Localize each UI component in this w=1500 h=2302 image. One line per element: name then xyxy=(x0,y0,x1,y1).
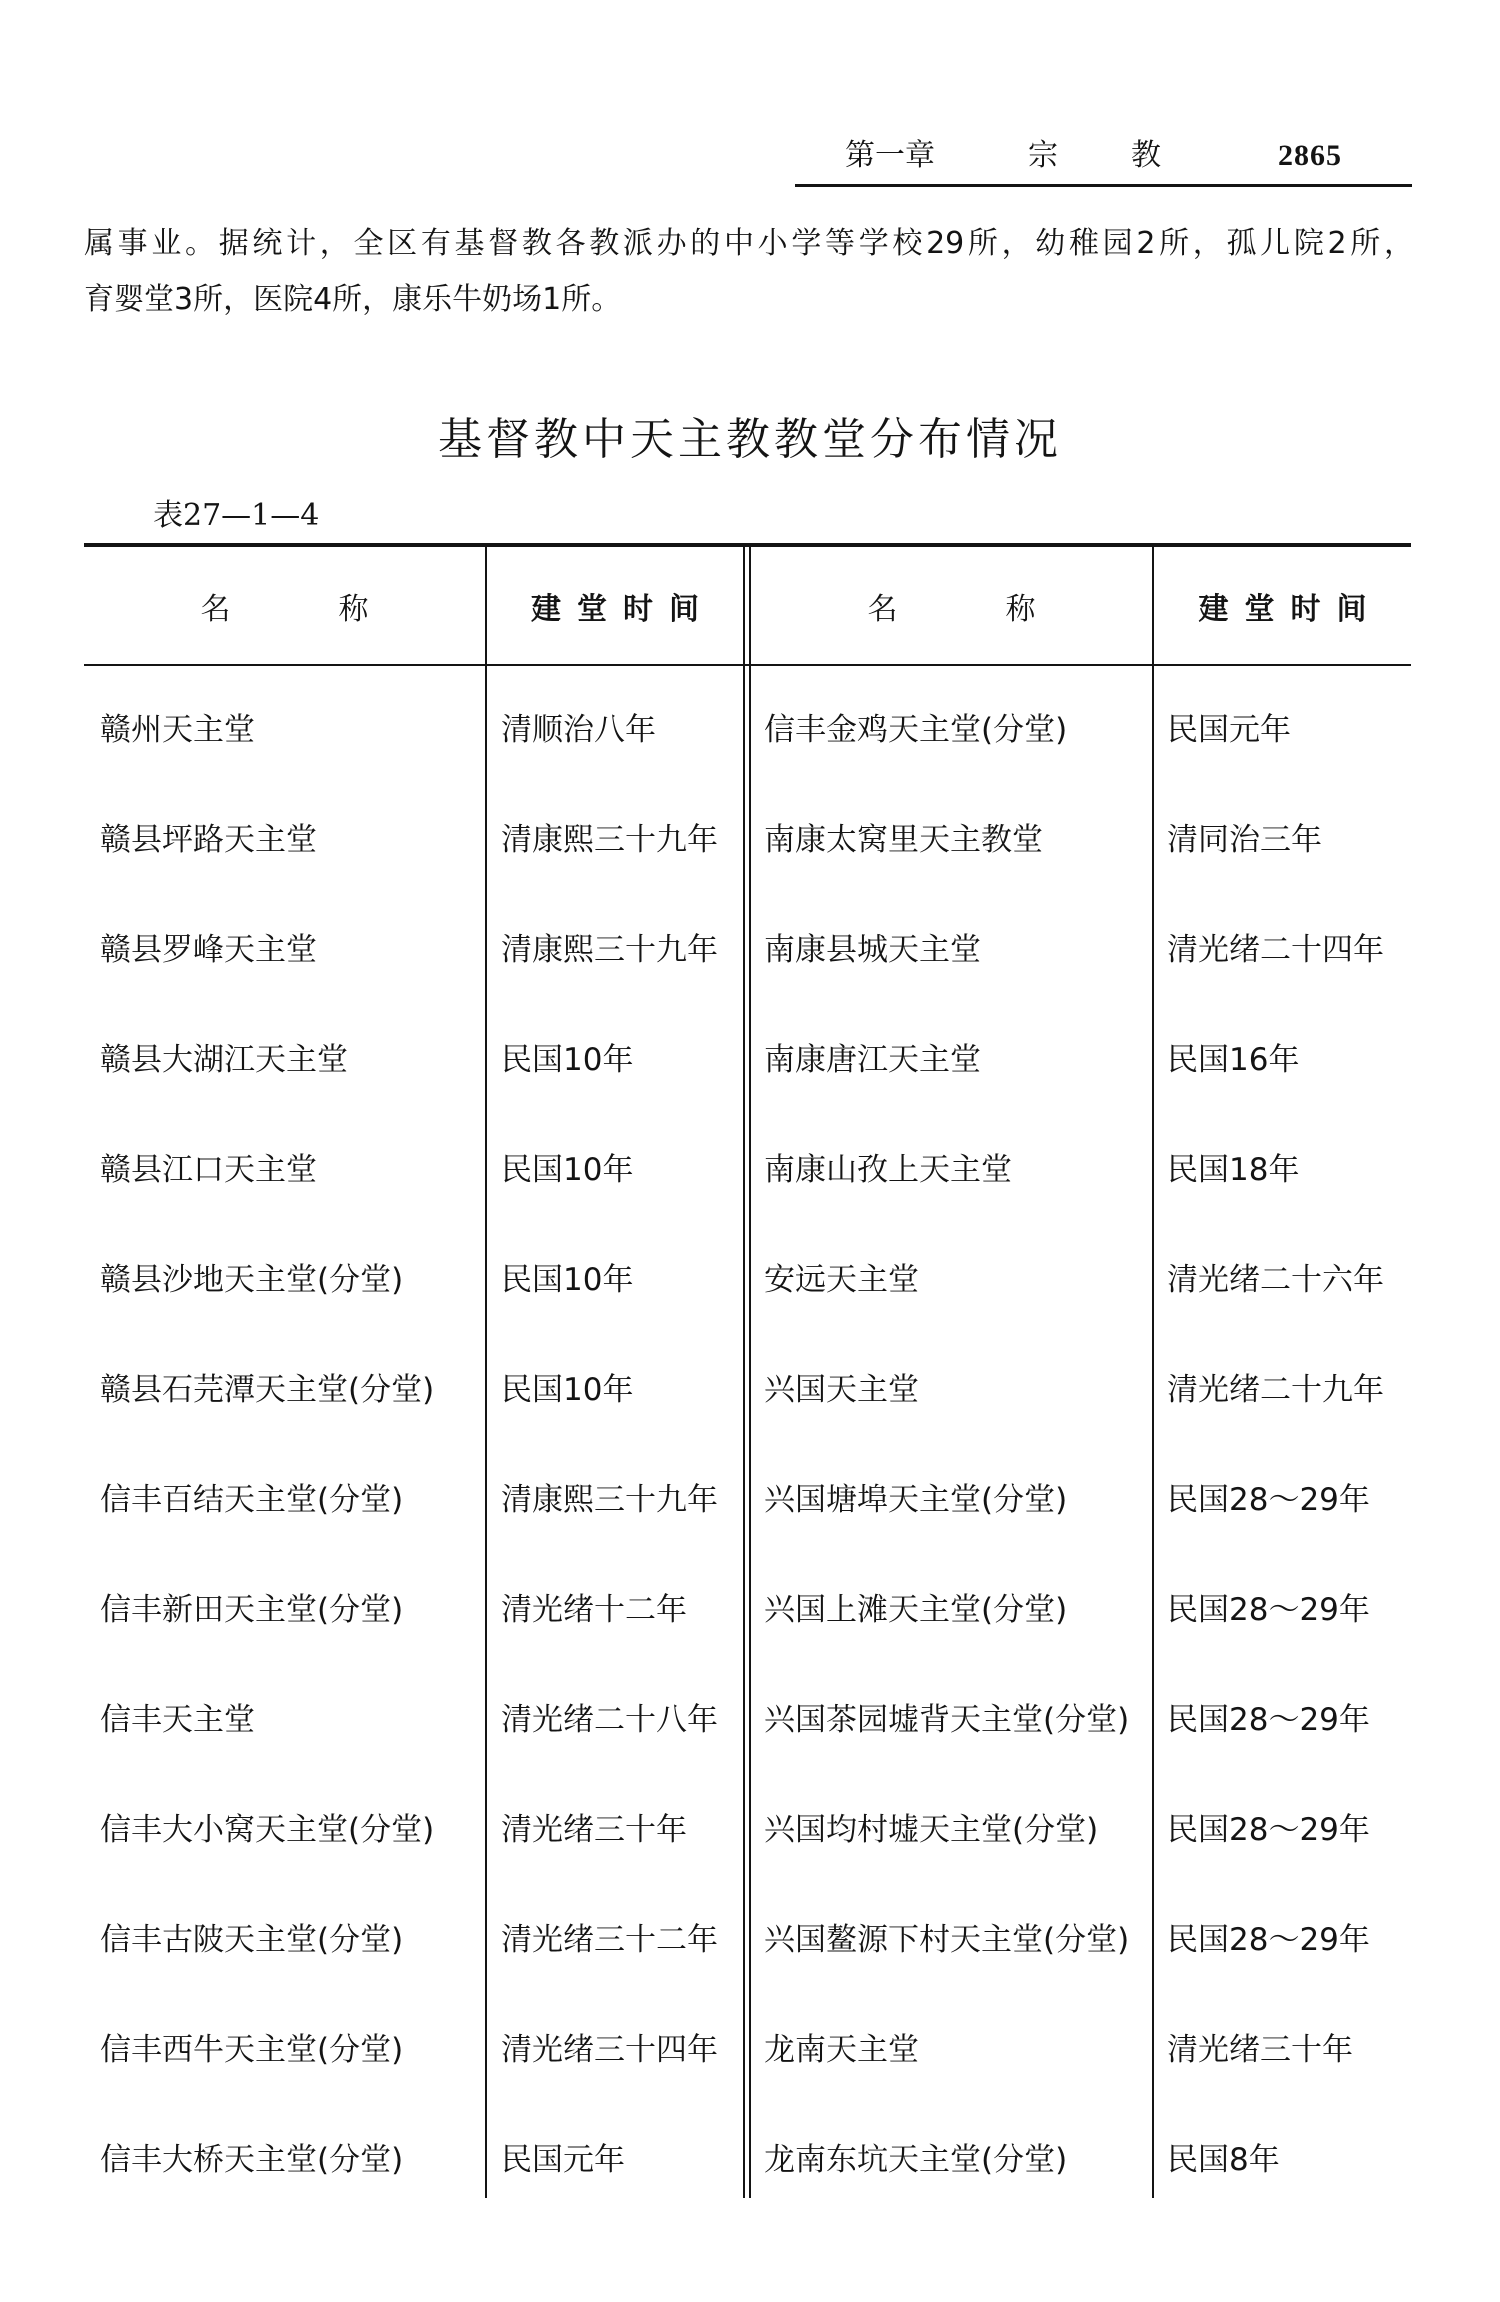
build-time-right: 民国18年 xyxy=(1167,1152,1300,1188)
church-name-left: 信丰大桥天主堂(分堂) xyxy=(100,2142,404,2178)
church-name-right: 龙南天主堂 xyxy=(764,2032,919,2068)
church-name-right: 南康县城天主堂 xyxy=(764,932,981,968)
table-row xyxy=(84,1805,1411,1915)
table-row xyxy=(84,1585,1411,1695)
church-name-left: 信丰西牛天主堂(分堂) xyxy=(100,2032,404,2068)
table-body xyxy=(84,666,1411,2245)
build-time-right: 民国8年 xyxy=(1167,2142,1280,2178)
table-row xyxy=(84,925,1411,1035)
build-time-left: 清康熙三十九年 xyxy=(501,1482,718,1518)
build-time-right: 民国16年 xyxy=(1167,1042,1300,1078)
church-name-right: 南康太窝里天主教堂 xyxy=(764,822,1043,858)
build-time-left: 清光绪三十四年 xyxy=(501,2032,718,2068)
church-name-right: 兴国茶园墟背天主堂(分堂) xyxy=(764,1702,1130,1738)
table-title: 基督教中天主教教堂分布情况 xyxy=(438,414,1062,465)
church-name-right: 兴国鳌源下村天主堂(分堂) xyxy=(764,1922,1130,1958)
table-number: 表27—1—4 xyxy=(153,498,320,533)
build-time-left: 民国10年 xyxy=(501,1262,634,1298)
build-time-left: 民国10年 xyxy=(501,1372,634,1408)
table-row xyxy=(84,1695,1411,1805)
table-row xyxy=(84,1915,1411,2025)
church-name-left: 赣县大湖江天主堂 xyxy=(100,1042,348,1078)
table-row xyxy=(84,2025,1411,2135)
section-label-part-1: 宗 xyxy=(1028,138,1058,173)
table-row xyxy=(84,705,1411,815)
intro-line-2: 育婴堂3所，医院4所，康乐牛奶场1所。 xyxy=(84,282,622,317)
intro-paragraph xyxy=(84,216,1414,328)
build-time-left: 民国10年 xyxy=(501,1042,634,1078)
table-row xyxy=(84,1365,1411,1475)
header-name-left: 名称 xyxy=(200,591,477,627)
build-time-left: 清光绪三十年 xyxy=(501,1812,687,1848)
page-number: 2865 xyxy=(1278,139,1342,172)
table-row xyxy=(84,815,1411,925)
church-name-right: 南康唐江天主堂 xyxy=(764,1042,981,1078)
running-header xyxy=(795,136,1412,187)
table-header-row xyxy=(84,547,1411,664)
table-row xyxy=(84,2135,1411,2245)
build-time-left: 清康熙三十九年 xyxy=(501,932,718,968)
intro-line-1: 属事业。据统计，全区有基督教各教派办的中小学等学校29所，幼稚园2所，孤儿院2所， xyxy=(84,226,1414,261)
build-time-left: 清光绪二十八年 xyxy=(501,1702,718,1738)
build-time-right: 民国28～29年 xyxy=(1167,1702,1370,1738)
build-time-right: 清光绪二十九年 xyxy=(1167,1372,1384,1408)
table-row xyxy=(84,1145,1411,1255)
build-time-left: 清顺治八年 xyxy=(501,712,656,748)
church-name-left: 信丰古陂天主堂(分堂) xyxy=(100,1922,404,1958)
church-name-right: 信丰金鸡天主堂(分堂) xyxy=(764,712,1068,748)
church-name-left: 赣县坪路天主堂 xyxy=(100,822,317,858)
church-name-left: 赣县罗峰天主堂 xyxy=(100,932,317,968)
build-time-right: 清同治三年 xyxy=(1167,822,1322,858)
build-time-right: 民国28～29年 xyxy=(1167,1482,1370,1518)
build-time-right: 民国元年 xyxy=(1167,712,1291,748)
church-name-left: 赣州天主堂 xyxy=(100,712,255,748)
table-row xyxy=(84,1475,1411,1585)
build-time-left: 清光绪三十二年 xyxy=(501,1922,718,1958)
header-time-left: 建堂时间 xyxy=(531,591,715,627)
build-time-right: 清光绪三十年 xyxy=(1167,2032,1353,2068)
table-row xyxy=(84,1255,1411,1365)
build-time-right: 民国28～29年 xyxy=(1167,1592,1370,1628)
church-name-right: 兴国天主堂 xyxy=(764,1372,919,1408)
church-name-right: 龙南东坑天主堂(分堂) xyxy=(764,2142,1068,2178)
build-time-left: 清光绪十二年 xyxy=(501,1592,687,1628)
church-name-left: 赣县江口天主堂 xyxy=(100,1152,317,1188)
build-time-left: 民国10年 xyxy=(501,1152,634,1188)
church-name-left: 信丰天主堂 xyxy=(100,1702,255,1738)
church-name-right: 南康山孜上天主堂 xyxy=(764,1152,1012,1188)
church-name-left: 信丰百结天主堂(分堂) xyxy=(100,1482,404,1518)
build-time-left: 清康熙三十九年 xyxy=(501,822,718,858)
table-row xyxy=(84,1035,1411,1145)
chapter-label: 第一章 xyxy=(845,138,935,173)
church-name-left: 信丰新田天主堂(分堂) xyxy=(100,1592,404,1628)
build-time-right: 民国28～29年 xyxy=(1167,1922,1370,1958)
section-label-part-2: 教 xyxy=(1131,138,1161,173)
build-time-right: 清光绪二十六年 xyxy=(1167,1262,1384,1298)
church-name-right: 兴国均村墟天主堂(分堂) xyxy=(764,1812,1099,1848)
church-name-right: 安远天主堂 xyxy=(764,1262,919,1298)
church-name-left: 赣县石芫潭天主堂(分堂) xyxy=(100,1372,435,1408)
church-name-left: 信丰大小窝天主堂(分堂) xyxy=(100,1812,435,1848)
church-name-left: 赣县沙地天主堂(分堂) xyxy=(100,1262,404,1298)
header-time-right: 建堂时间 xyxy=(1198,591,1383,627)
church-name-right: 兴国上滩天主堂(分堂) xyxy=(764,1592,1068,1628)
build-time-right: 清光绪二十四年 xyxy=(1167,932,1384,968)
church-name-right: 兴国塘埠天主堂(分堂) xyxy=(764,1482,1068,1518)
build-time-left: 民国元年 xyxy=(501,2142,625,2178)
header-name-right: 名称 xyxy=(867,591,1144,627)
build-time-right: 民国28～29年 xyxy=(1167,1812,1370,1848)
